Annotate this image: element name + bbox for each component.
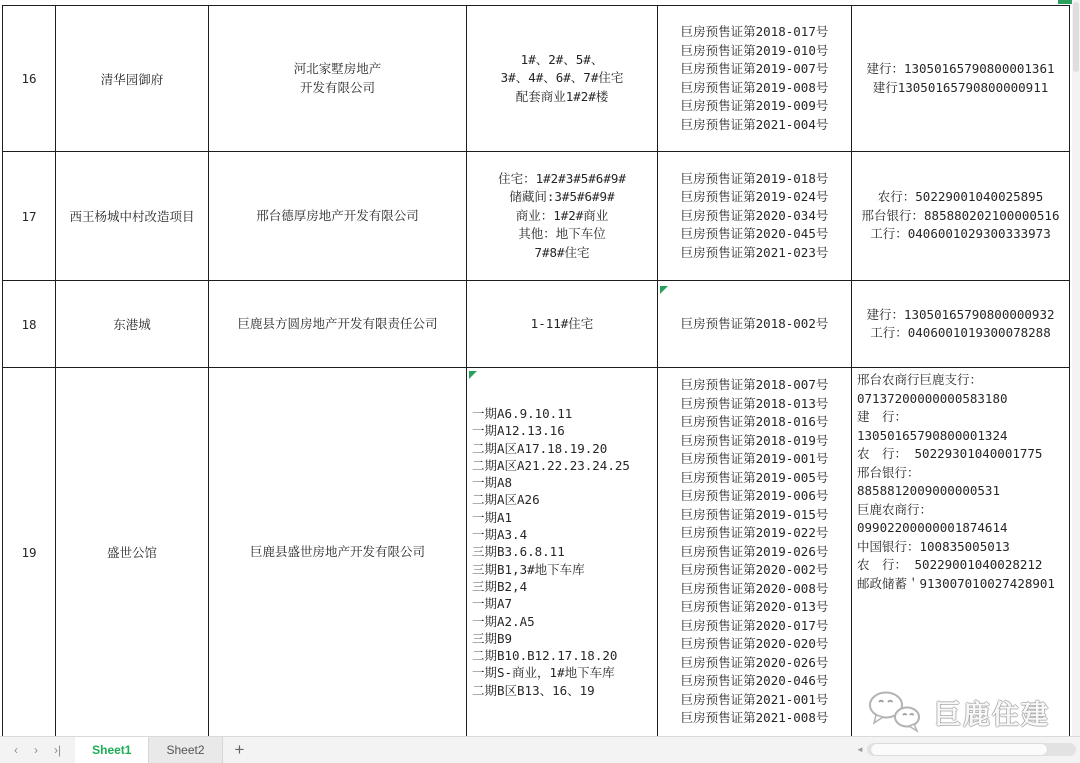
banks-line: 建行：13050165790800001361 xyxy=(866,61,1055,76)
banks-line: 农 行： 50229301040001775 xyxy=(857,446,1043,461)
permits-cell[interactable] xyxy=(658,6,852,152)
num-cell[interactable]: 18 xyxy=(3,281,56,368)
cell-flag-triangle xyxy=(469,371,477,379)
permits-line: 巨房预售证第2019-015号 xyxy=(680,506,829,522)
permits-line: 巨房预售证第2021-023号 xyxy=(680,244,829,260)
table-row xyxy=(3,152,1070,281)
sheet-nav-next-icon[interactable]: › xyxy=(34,743,38,757)
buildings-line: 一期A3.4 xyxy=(472,527,528,543)
buildings-line: 其他：地下车位 xyxy=(518,226,606,242)
banks-line: 邢台银行： xyxy=(857,464,920,480)
banks-line: 中国银行：100835005013 xyxy=(857,538,1010,554)
sheet-tab-sheet2[interactable]: Sheet2 xyxy=(148,737,222,763)
buildings-cell[interactable] xyxy=(467,281,658,368)
permits-cell[interactable] xyxy=(658,368,852,737)
buildings-line: 三期B9 xyxy=(472,630,513,646)
num-cell[interactable]: 17 xyxy=(3,152,56,281)
watermark-text: 巨鹿住建 xyxy=(934,699,1050,731)
permits-line: 巨房预售证第2019-018号 xyxy=(680,170,829,186)
sheet-tab-sheet1[interactable]: Sheet1 xyxy=(75,737,148,763)
buildings-line: 二期B区B13、16、19 xyxy=(472,682,595,698)
permits-line: 巨房预售证第2020-034号 xyxy=(680,207,829,223)
banks-line: 工行：0406001019300078288 xyxy=(870,325,1051,340)
table-row xyxy=(3,368,1070,737)
buildings-line: 住宅：1#2#3#5#6#9# xyxy=(498,170,626,186)
permits-line: 巨房预售证第2018-002号 xyxy=(680,315,829,331)
buildings-cell[interactable] xyxy=(467,152,658,281)
buildings-line: 一期A8 xyxy=(472,475,513,491)
banks-line: 农行：50229001040025895 xyxy=(877,189,1044,205)
vertical-scrollbar[interactable] xyxy=(1072,0,1080,737)
buildings-line: 二期A区A21.22.23.24.25 xyxy=(472,457,630,473)
developer-cell[interactable] xyxy=(209,152,467,281)
buildings-line: 一期A6.9.10.11 xyxy=(472,405,573,421)
developer-line: 开发有限公司 xyxy=(299,79,375,95)
developer-cell[interactable] xyxy=(209,6,467,152)
permits-line: 巨房预售证第2019-008号 xyxy=(680,79,829,95)
developer-cell[interactable] xyxy=(209,281,467,368)
permits-line: 巨房预售证第2021-004号 xyxy=(680,116,829,132)
permits-line: 巨房预售证第2020-013号 xyxy=(680,599,829,615)
permits-line: 巨房预售证第2019-009号 xyxy=(680,98,829,113)
banks-line: 13050165790800001324 xyxy=(857,427,1008,443)
banks-line: 07137200000000583180 xyxy=(857,390,1008,406)
banks-cell[interactable] xyxy=(852,281,1070,368)
permits-line: 巨房预售证第2018-013号 xyxy=(680,395,829,411)
developer-line: 巨鹿县盛世房地产开发有限公司 xyxy=(249,543,425,559)
buildings-line: 三期B2,4 xyxy=(472,578,528,594)
permits-line: 巨房预售证第2019-024号 xyxy=(680,189,829,205)
buildings-line: 三期B1,3#地下车库 xyxy=(472,561,585,577)
permits-line: 巨房预售证第2020-045号 xyxy=(680,226,829,242)
permits-line: 巨房预售证第2020-020号 xyxy=(680,636,829,652)
project-cell[interactable]: 清华园御府 xyxy=(56,6,209,152)
permits-line: 巨房预售证第2019-005号 xyxy=(680,469,829,485)
permits-line: 巨房预售证第2020-002号 xyxy=(680,562,829,578)
banks-line: 建 行： xyxy=(857,409,908,424)
developer-line: 巨鹿县方圆房地产开发有限责任公司 xyxy=(237,315,438,331)
banks-line: 建行13050165790800000911 xyxy=(872,79,1049,95)
buildings-cell[interactable] xyxy=(467,6,658,152)
permits-line: 巨房预售证第2021-008号 xyxy=(680,710,829,726)
banks-line: 建行：13050165790800000932 xyxy=(866,306,1055,322)
sheet-nav xyxy=(0,737,75,763)
buildings-line: 二期A区A26 xyxy=(472,492,540,508)
permits-line: 巨房预售证第2018-017号 xyxy=(680,24,829,39)
banks-line: 09902200000001874614 xyxy=(857,520,1008,535)
banks-line: 巨鹿农商行： xyxy=(857,501,933,517)
buildings-cell[interactable] xyxy=(467,368,658,737)
banks-line: 工行：0406001029300333973 xyxy=(870,226,1051,242)
spreadsheet-table xyxy=(2,5,1070,737)
project-cell[interactable]: 东港城 xyxy=(56,281,209,368)
permits-line: 巨房预售证第2018-016号 xyxy=(680,414,829,430)
developer-line: 河北家墅房地产 xyxy=(293,61,382,76)
vertical-scrollbar-thumb[interactable] xyxy=(1073,2,1079,72)
permits-cell[interactable] xyxy=(658,281,852,368)
project-cell[interactable]: 西王杨城中村改造项目 xyxy=(56,152,209,281)
buildings-line: 一期A12.13.16 xyxy=(472,423,565,439)
cell-flag-triangle xyxy=(660,286,668,294)
developer-line: 邢台德厚房地产开发有限公司 xyxy=(256,207,419,223)
buildings-line: 二期B10.B12.17.18.20 xyxy=(472,648,618,664)
table-row xyxy=(3,6,1070,152)
permits-line: 巨房预售证第2018-019号 xyxy=(680,432,829,448)
buildings-line: 二期A区A17.18.19.20 xyxy=(472,440,608,456)
table-row xyxy=(3,281,1070,368)
banks-line: 邢台银行：885880202100000516 xyxy=(861,207,1060,223)
horizontal-scrollbar[interactable] xyxy=(856,742,1076,757)
banks-cell[interactable] xyxy=(852,152,1070,281)
permits-line: 巨房预售证第2021-001号 xyxy=(680,691,829,707)
permits-cell[interactable] xyxy=(658,152,852,281)
permits-line: 巨房预售证第2020-026号 xyxy=(680,654,829,670)
buildings-line: 配套商业1#2#楼 xyxy=(515,88,609,104)
sheet-nav-prev-icon[interactable]: ‹ xyxy=(14,743,18,757)
num-cell[interactable]: 19 xyxy=(3,368,56,737)
buildings-line: 7#8#住宅 xyxy=(534,244,590,260)
permits-line: 巨房预售证第2018-007号 xyxy=(680,377,829,393)
buildings-line: 3#、4#、6#、7#住宅 xyxy=(500,70,624,86)
permits-line: 巨房预售证第2020-017号 xyxy=(680,617,829,633)
buildings-line: 一期S-商业，1#地下车库 xyxy=(472,665,615,681)
developer-cell[interactable] xyxy=(209,368,467,737)
permits-line: 巨房预售证第2019-022号 xyxy=(680,525,829,541)
banks-line: 8858812009000000531 xyxy=(857,483,1000,498)
permits-line: 巨房预售证第2019-001号 xyxy=(680,451,829,467)
permits-line: 巨房预售证第2019-010号 xyxy=(680,42,829,58)
buildings-line: 1#、2#、5#、 xyxy=(520,51,604,67)
banks-line: 农 行： 50229001040028212 xyxy=(857,557,1043,572)
banks-cell[interactable] xyxy=(852,368,1070,737)
permits-line: 巨房预售证第2020-008号 xyxy=(680,580,829,596)
num-cell[interactable]: 16 xyxy=(3,6,56,152)
permits-line: 巨房预售证第2020-046号 xyxy=(680,673,829,689)
permits-line: 巨房预售证第2019-026号 xyxy=(680,543,829,559)
sheet-nav-last-icon[interactable]: ›| xyxy=(54,743,62,757)
buildings-line: 1-11#住宅 xyxy=(530,315,594,331)
sheet-bar xyxy=(0,736,1080,763)
horizontal-scrollbar-track[interactable] xyxy=(867,743,1076,756)
buildings-line: 一期A7 xyxy=(472,596,513,612)
banks-line: 邮政储蓄＇913007010027428901 xyxy=(857,575,1055,591)
hscroll-left-arrow-icon[interactable]: ◄ xyxy=(856,745,864,754)
banks-line: 邢台农商行巨鹿支行： xyxy=(857,372,983,387)
buildings-line: 一期A1 xyxy=(472,509,513,525)
permits-line: 巨房预售证第2019-006号 xyxy=(680,488,829,504)
buildings-line: 一期A2.A5 xyxy=(472,613,535,629)
buildings-line: 商业：1#2#商业 xyxy=(515,207,609,223)
permits-line: 巨房预售证第2019-007号 xyxy=(680,61,829,76)
horizontal-scrollbar-thumb[interactable] xyxy=(871,744,1047,755)
project-cell[interactable]: 盛世公馆 xyxy=(56,368,209,737)
banks-cell[interactable] xyxy=(852,6,1070,152)
add-sheet-button[interactable]: + xyxy=(234,740,245,759)
buildings-line: 三期B3.6.8.11 xyxy=(472,544,565,560)
buildings-line: 储藏间:3#5#6#9# xyxy=(509,189,615,205)
